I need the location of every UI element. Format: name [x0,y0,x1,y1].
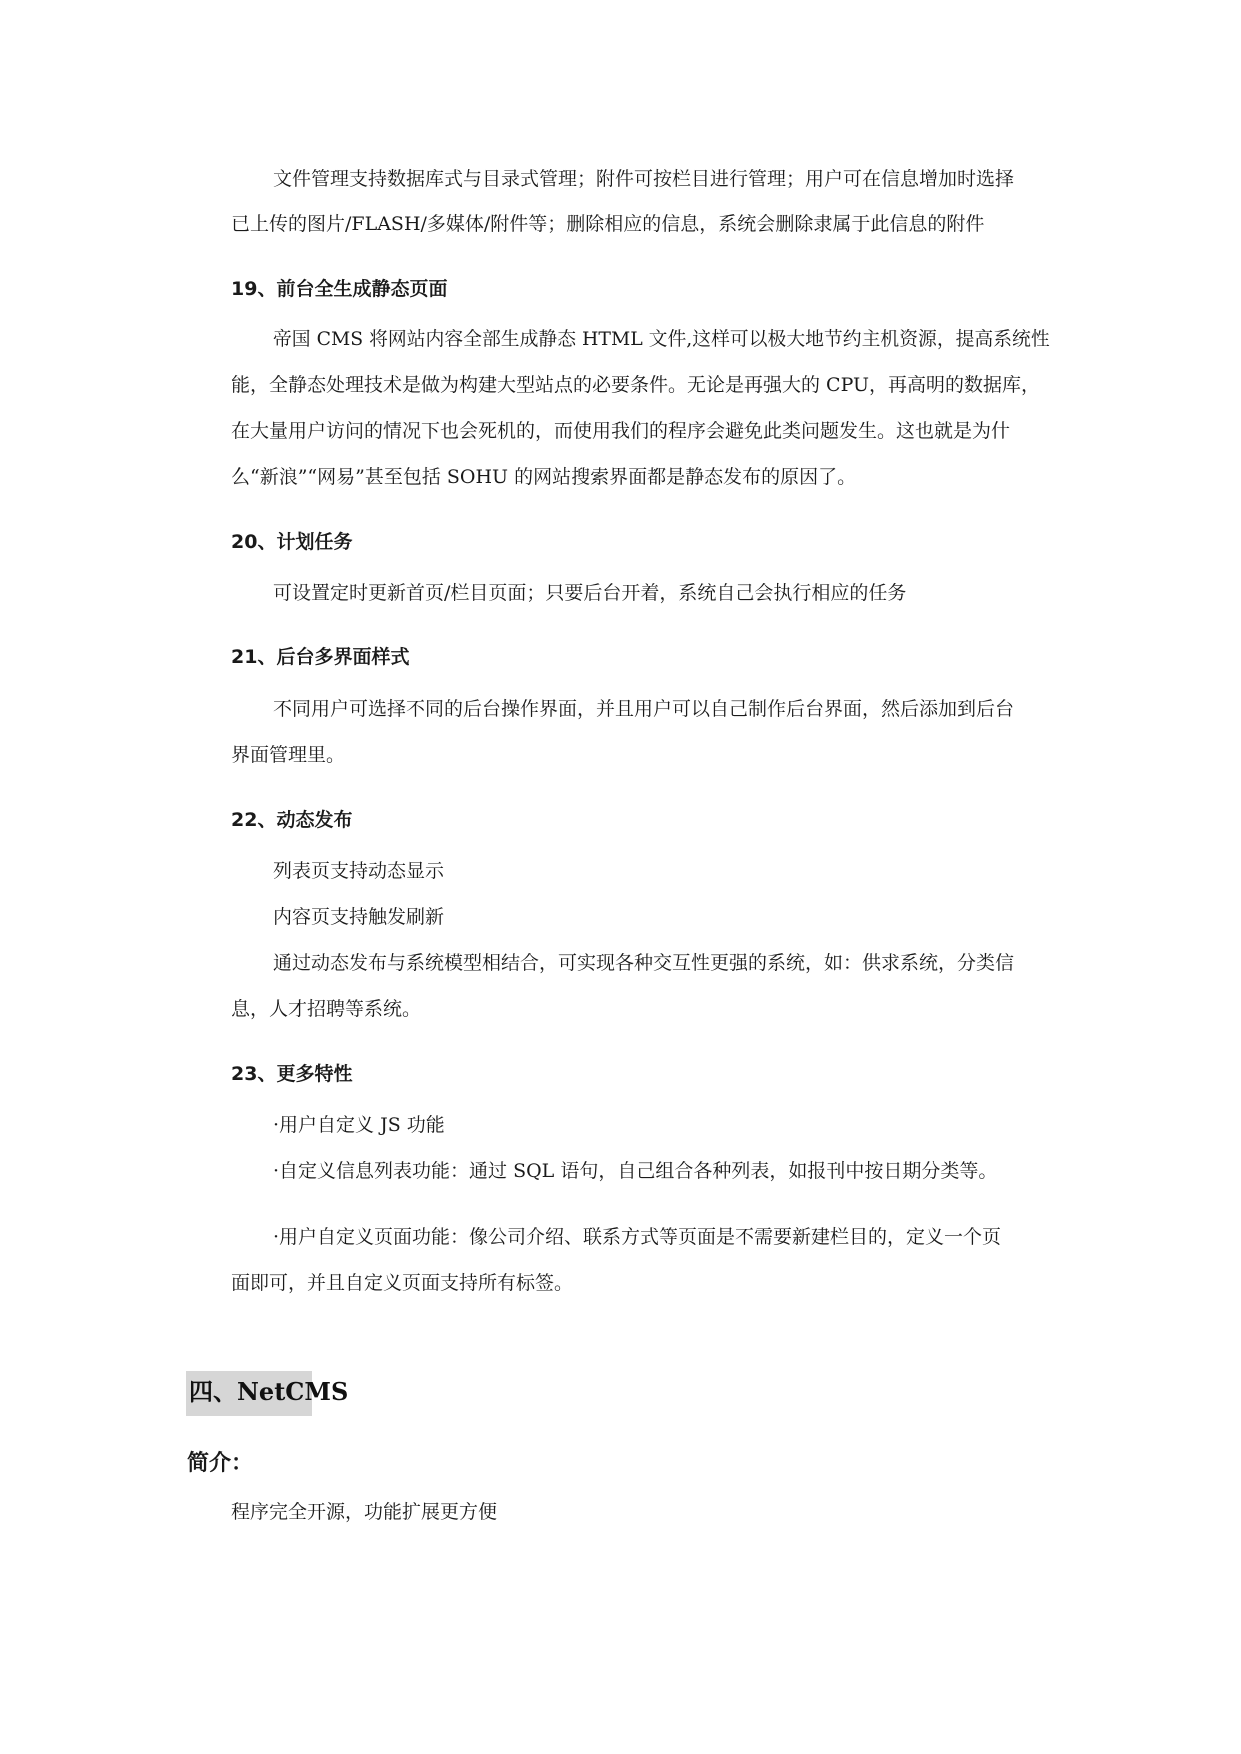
paragraph-line: 帝国 CMS 将网站内容全部生成静态 HTML 文件,这样可以极大地节约主机资源，提高系统性 [273,328,1050,350]
paragraph-line: 已上传的图片/FLASH/多媒体/附件等；删除相应的信息，系统会删除隶属于此信息的附件 [231,213,985,235]
section-heading-21: 21、后台多界面样式 [231,646,410,668]
paragraph-line: 在大量用户访问的情况下也会死机的，而使用我们的程序会避免此类问题发生。这也就是为什 [231,420,1011,442]
section-heading-20: 20、计划任务 [231,531,353,553]
bullet-item: ·自定义信息列表功能：通过 SQL 语句，自己组合各种列表，如报刊中按日期分类等。 [273,1160,998,1182]
paragraph-line: 不同用户可选择不同的后台操作界面，并且用户可以自己制作后台界面，然后添加到后台 [273,698,1015,720]
bullet-item: ·用户自定义页面功能：像公司介绍、联系方式等页面是不需要新建栏目的，定义一个页 [273,1226,1002,1248]
intro-heading: 简介： [187,1451,254,1476]
paragraph-line: 界面管理里。 [231,744,346,766]
chapter-title: 四、NetCMS [189,1377,349,1406]
paragraph-line: 内容页支持触发刷新 [273,906,445,928]
paragraph-line: 能，全静态处理技术是做为构建大型站点的必要条件。无论是再强大的 CPU，再高明的数据库， [231,374,1041,396]
paragraph-line: 息，人才招聘等系统。 [231,998,422,1020]
paragraph-line: 列表页支持动态显示 [273,860,445,882]
intro-text: 程序完全开源，功能扩展更方便 [231,1501,498,1523]
section-heading-22: 22、动态发布 [231,809,353,831]
section-heading-19: 19、前台全生成静态页面 [231,278,448,300]
paragraph-line: 可设置定时更新首页/栏目页面；只要后台开着，系统自己会执行相应的任务 [273,582,907,604]
paragraph-line: 通过动态发布与系统模型相结合，可实现各种交互性更强的系统，如：供求系统，分类信 [273,952,1015,974]
chapter-heading [186,1371,349,1416]
paragraph-line: 面即可，并且自定义页面支持所有标签。 [231,1272,574,1294]
section-heading-23: 23、更多特性 [231,1063,353,1085]
paragraph-line: 文件管理支持数据库式与目录式管理；附件可按栏目进行管理；用户可在信息增加时选择 [273,168,1015,190]
bullet-item: ·用户自定义 JS 功能 [273,1114,445,1136]
paragraph-line: 么“新浪”“网易”甚至包括 SOHU 的网站搜索界面都是静态发布的原因了。 [231,466,857,488]
